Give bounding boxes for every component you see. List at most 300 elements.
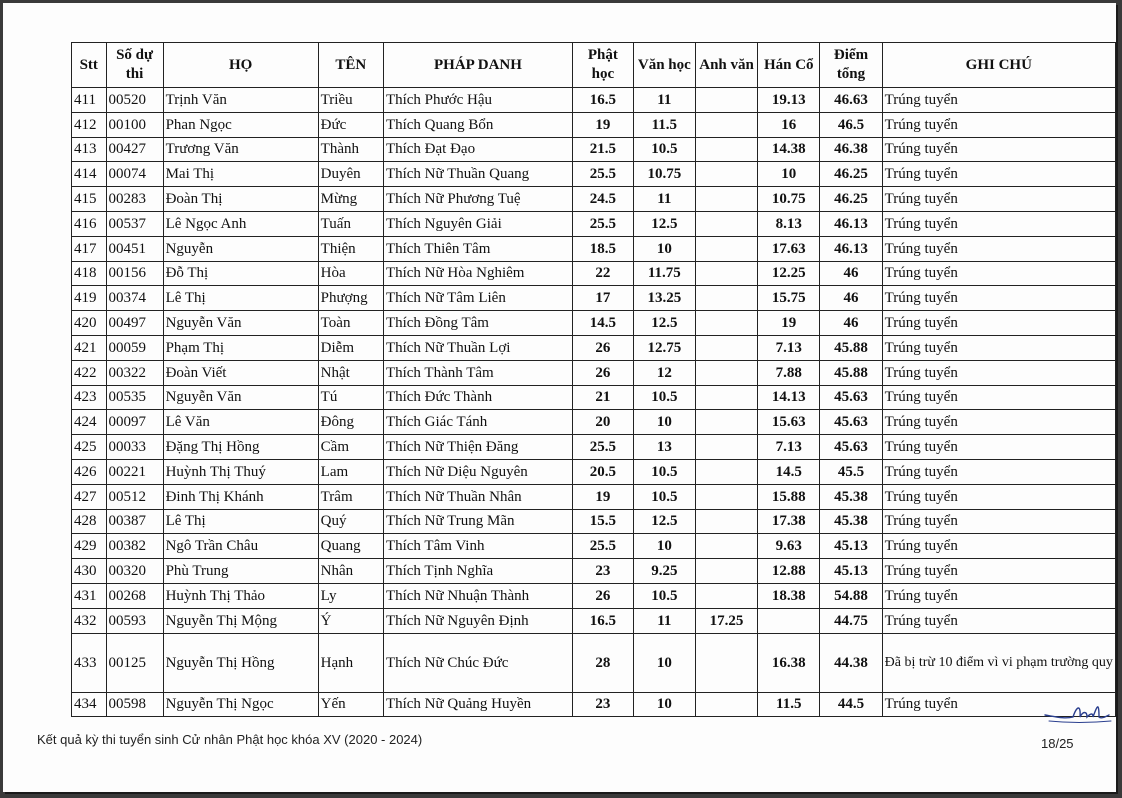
- results-table: [71, 42, 1116, 717]
- cell-stt: 419: [72, 286, 107, 311]
- cell-ten: Tuấn: [318, 211, 383, 236]
- cell-ghi: Trúng tuyển: [882, 162, 1115, 187]
- cell-stt: 417: [72, 236, 107, 261]
- cell-ho: Lê Thị: [163, 286, 318, 311]
- cell-ho: Lê Ngọc Anh: [163, 211, 318, 236]
- table-row: [72, 211, 1116, 236]
- header-ghi-chu: GHI CHÚ: [882, 43, 1115, 88]
- cell-han: 18.38: [758, 583, 820, 608]
- cell-phap: Thích Thiên Tâm: [383, 236, 572, 261]
- cell-han: 15.63: [758, 410, 820, 435]
- table-row: [72, 286, 1116, 311]
- cell-stt: 427: [72, 484, 107, 509]
- cell-van: 9.25: [633, 559, 695, 584]
- cell-ho: Trương Văn: [163, 137, 318, 162]
- cell-phat: 25.5: [573, 534, 634, 559]
- cell-phap: Thích Quang Bổn: [383, 112, 572, 137]
- cell-van: 11: [633, 608, 695, 633]
- cell-anh: [695, 261, 757, 286]
- cell-phat: 24.5: [573, 187, 634, 212]
- cell-tong: 44.75: [820, 608, 882, 633]
- header-diem-tong: Điểm tổng: [820, 43, 882, 88]
- cell-han: 19: [758, 311, 820, 336]
- cell-anh: [695, 583, 757, 608]
- cell-ho: Nguyễn Thị Hồng: [163, 633, 318, 692]
- table-row: [72, 137, 1116, 162]
- cell-phap: Thích Tâm Vinh: [383, 534, 572, 559]
- cell-phat: 16.5: [573, 608, 634, 633]
- cell-phap: Thích Nữ Nguyên Định: [383, 608, 572, 633]
- cell-ten: Đức: [318, 112, 383, 137]
- cell-ho: Lê Văn: [163, 410, 318, 435]
- cell-ghi: Trúng tuyển: [882, 459, 1115, 484]
- cell-so: 00097: [106, 410, 163, 435]
- cell-stt: 414: [72, 162, 107, 187]
- cell-stt: 413: [72, 137, 107, 162]
- cell-stt: 423: [72, 385, 107, 410]
- cell-ghi: Trúng tuyển: [882, 509, 1115, 534]
- header-phat-hoc: Phật học: [573, 43, 634, 88]
- cell-ho: Phạm Thị: [163, 335, 318, 360]
- cell-phat: 19: [573, 484, 634, 509]
- cell-han: 7.13: [758, 435, 820, 460]
- cell-so: 00374: [106, 286, 163, 311]
- cell-ghi: Trúng tuyển: [882, 484, 1115, 509]
- cell-stt: 431: [72, 583, 107, 608]
- cell-so: 00520: [106, 88, 163, 113]
- table-row: [72, 559, 1116, 584]
- cell-han: 14.13: [758, 385, 820, 410]
- cell-anh: [695, 311, 757, 336]
- cell-han: 16: [758, 112, 820, 137]
- cell-van: 10: [633, 692, 695, 717]
- cell-so: 00221: [106, 459, 163, 484]
- cell-ten: Mừng: [318, 187, 383, 212]
- cell-anh: [695, 187, 757, 212]
- cell-tong: 46.63: [820, 88, 882, 113]
- cell-phap: Thích Nữ Quảng Huyền: [383, 692, 572, 717]
- cell-stt: 430: [72, 559, 107, 584]
- cell-ho: Huỳnh Thị Thảo: [163, 583, 318, 608]
- cell-ho: Nguyễn Văn: [163, 311, 318, 336]
- cell-ten: Nhật: [318, 360, 383, 385]
- table-row: [72, 335, 1116, 360]
- cell-tong: 44.38: [820, 633, 882, 692]
- cell-anh: [695, 509, 757, 534]
- table-row: [72, 88, 1116, 113]
- cell-van: 12: [633, 360, 695, 385]
- cell-ghi: Trúng tuyển: [882, 360, 1115, 385]
- cell-phat: 25.5: [573, 162, 634, 187]
- cell-anh: [695, 410, 757, 435]
- table-row: [72, 360, 1116, 385]
- cell-han: 7.13: [758, 335, 820, 360]
- cell-van: 11.5: [633, 112, 695, 137]
- table-row: [72, 692, 1116, 717]
- cell-phap: Thích Phước Hậu: [383, 88, 572, 113]
- cell-tong: 46.25: [820, 162, 882, 187]
- cell-phat: 20.5: [573, 459, 634, 484]
- cell-tong: 46.5: [820, 112, 882, 137]
- signature-icon: [1043, 695, 1113, 731]
- cell-van: 13.25: [633, 286, 695, 311]
- cell-phat: 20: [573, 410, 634, 435]
- cell-so: 00074: [106, 162, 163, 187]
- cell-stt: 421: [72, 335, 107, 360]
- cell-ten: Triều: [318, 88, 383, 113]
- cell-anh: [695, 162, 757, 187]
- header-ten: TÊN: [318, 43, 383, 88]
- cell-phat: 23: [573, 559, 634, 584]
- cell-so: 00100: [106, 112, 163, 137]
- cell-ten: Tú: [318, 385, 383, 410]
- cell-van: 10: [633, 410, 695, 435]
- table-row: [72, 311, 1116, 336]
- table-row: [72, 608, 1116, 633]
- cell-han: 8.13: [758, 211, 820, 236]
- cell-so: 00387: [106, 509, 163, 534]
- document-page: [3, 3, 1116, 792]
- cell-phap: Thích Nữ Nhuận Thành: [383, 583, 572, 608]
- cell-anh: [695, 286, 757, 311]
- cell-van: 11: [633, 187, 695, 212]
- cell-van: 10.5: [633, 484, 695, 509]
- cell-phap: Thích Nữ Thuần Lợi: [383, 335, 572, 360]
- cell-ghi: Trúng tuyển: [882, 311, 1115, 336]
- cell-ho: Phan Ngọc: [163, 112, 318, 137]
- cell-ghi: Trúng tuyển: [882, 435, 1115, 460]
- cell-so: 00382: [106, 534, 163, 559]
- table-row: [72, 435, 1116, 460]
- cell-anh: [695, 88, 757, 113]
- cell-tong: 45.88: [820, 360, 882, 385]
- cell-han: 15.88: [758, 484, 820, 509]
- cell-anh: [695, 335, 757, 360]
- cell-ten: Quý: [318, 509, 383, 534]
- cell-so: 00512: [106, 484, 163, 509]
- cell-tong: 45.5: [820, 459, 882, 484]
- cell-tong: 46.38: [820, 137, 882, 162]
- cell-tong: 54.88: [820, 583, 882, 608]
- cell-stt: 415: [72, 187, 107, 212]
- cell-phap: Thích Nữ Thuần Quang: [383, 162, 572, 187]
- cell-anh: 17.25: [695, 608, 757, 633]
- cell-ghi: Trúng tuyển: [882, 112, 1115, 137]
- cell-han: 10.75: [758, 187, 820, 212]
- cell-anh: [695, 137, 757, 162]
- cell-ten: Toàn: [318, 311, 383, 336]
- cell-ho: Mai Thị: [163, 162, 318, 187]
- page-number: 18/25: [1041, 736, 1074, 751]
- cell-phat: 26: [573, 583, 634, 608]
- cell-ghi: Trúng tuyển: [882, 137, 1115, 162]
- cell-ten: Ly: [318, 583, 383, 608]
- cell-so: 00322: [106, 360, 163, 385]
- cell-van: 10.75: [633, 162, 695, 187]
- cell-han: 14.5: [758, 459, 820, 484]
- table-row: [72, 509, 1116, 534]
- cell-van: 13: [633, 435, 695, 460]
- cell-tong: 45.63: [820, 435, 882, 460]
- header-ho: HỌ: [163, 43, 318, 88]
- table-row: [72, 583, 1116, 608]
- table-row: [72, 236, 1116, 261]
- header-phap-danh: PHÁP DANH: [383, 43, 572, 88]
- cell-van: 10: [633, 236, 695, 261]
- cell-stt: 429: [72, 534, 107, 559]
- cell-ho: Đặng Thị Hồng: [163, 435, 318, 460]
- cell-anh: [695, 385, 757, 410]
- cell-han: 12.88: [758, 559, 820, 584]
- cell-stt: 424: [72, 410, 107, 435]
- cell-phap: Thích Đồng Tâm: [383, 311, 572, 336]
- cell-phap: Thích Nữ Hòa Nghiêm: [383, 261, 572, 286]
- cell-ho: Phù Trung: [163, 559, 318, 584]
- cell-phat: 26: [573, 360, 634, 385]
- cell-van: 10.5: [633, 583, 695, 608]
- cell-van: 10: [633, 534, 695, 559]
- cell-phap: Thích Nữ Trung Mãn: [383, 509, 572, 534]
- cell-ho: Nguyễn: [163, 236, 318, 261]
- cell-stt: 428: [72, 509, 107, 534]
- cell-tong: 45.63: [820, 385, 882, 410]
- cell-ho: Lê Thị: [163, 509, 318, 534]
- cell-ghi: Trúng tuyển: [882, 286, 1115, 311]
- cell-han: 19.13: [758, 88, 820, 113]
- cell-anh: [695, 236, 757, 261]
- cell-so: 00320: [106, 559, 163, 584]
- cell-ten: Phượng: [318, 286, 383, 311]
- cell-ghi: Trúng tuyển: [882, 211, 1115, 236]
- table-row: [72, 162, 1116, 187]
- header-van-hoc: Văn học: [633, 43, 695, 88]
- cell-stt: 411: [72, 88, 107, 113]
- cell-tong: 46: [820, 311, 882, 336]
- cell-han: 15.75: [758, 286, 820, 311]
- cell-ho: Huỳnh Thị Thuý: [163, 459, 318, 484]
- cell-han: 16.38: [758, 633, 820, 692]
- cell-anh: [695, 559, 757, 584]
- cell-so: 00598: [106, 692, 163, 717]
- cell-ten: Đông: [318, 410, 383, 435]
- cell-van: 11.75: [633, 261, 695, 286]
- cell-so: 00033: [106, 435, 163, 460]
- cell-ten: Nhân: [318, 559, 383, 584]
- cell-stt: 418: [72, 261, 107, 286]
- cell-stt: 416: [72, 211, 107, 236]
- header-han-co: Hán Cổ: [758, 43, 820, 88]
- cell-phat: 19: [573, 112, 634, 137]
- cell-ten: Hạnh: [318, 633, 383, 692]
- table-row: [72, 112, 1116, 137]
- cell-stt: 434: [72, 692, 107, 717]
- cell-ho: Ngô Trần Châu: [163, 534, 318, 559]
- cell-phat: 23: [573, 692, 634, 717]
- cell-tong: 45.38: [820, 509, 882, 534]
- cell-ten: Ý: [318, 608, 383, 633]
- cell-van: 10.5: [633, 137, 695, 162]
- cell-han: 10: [758, 162, 820, 187]
- cell-so: 00427: [106, 137, 163, 162]
- cell-anh: [695, 484, 757, 509]
- table-row: [72, 410, 1116, 435]
- cell-tong: 46.13: [820, 236, 882, 261]
- cell-ghi: Trúng tuyển: [882, 88, 1115, 113]
- cell-ho: Đoàn Viết: [163, 360, 318, 385]
- cell-ghi: Trúng tuyển: [882, 692, 1115, 717]
- cell-phat: 18.5: [573, 236, 634, 261]
- cell-phat: 16.5: [573, 88, 634, 113]
- cell-tong: 45.38: [820, 484, 882, 509]
- cell-so: 00059: [106, 335, 163, 360]
- cell-anh: [695, 633, 757, 692]
- cell-phat: 25.5: [573, 435, 634, 460]
- cell-so: 00268: [106, 583, 163, 608]
- footer-caption: Kết quả kỳ thi tuyển sinh Cử nhân Phật học khóa XV (2020 - 2024): [37, 732, 423, 747]
- cell-phap: Thích Nữ Diệu Nguyên: [383, 459, 572, 484]
- cell-han: [758, 608, 820, 633]
- cell-phat: 26: [573, 335, 634, 360]
- cell-phap: Thích Thành Tâm: [383, 360, 572, 385]
- cell-ten: Thiện: [318, 236, 383, 261]
- cell-stt: 432: [72, 608, 107, 633]
- cell-ho: Đỗ Thị: [163, 261, 318, 286]
- cell-van: 10: [633, 633, 695, 692]
- cell-ghi: Trúng tuyển: [882, 187, 1115, 212]
- cell-han: 7.88: [758, 360, 820, 385]
- cell-ghi: Trúng tuyển: [882, 534, 1115, 559]
- cell-anh: [695, 211, 757, 236]
- cell-van: 11: [633, 88, 695, 113]
- cell-phat: 14.5: [573, 311, 634, 336]
- cell-han: 11.5: [758, 692, 820, 717]
- table-row: [72, 534, 1116, 559]
- cell-ho: Đinh Thị Khánh: [163, 484, 318, 509]
- cell-ho: Nguyễn Thị Mộng: [163, 608, 318, 633]
- cell-ten: Thành: [318, 137, 383, 162]
- cell-so: 00497: [106, 311, 163, 336]
- cell-ten: Cầm: [318, 435, 383, 460]
- cell-phap: Thích Nữ Phương Tuệ: [383, 187, 572, 212]
- table-row: [72, 484, 1116, 509]
- cell-ten: Diễm: [318, 335, 383, 360]
- table-row: [72, 459, 1116, 484]
- table-row: [72, 633, 1116, 692]
- cell-ten: Duyên: [318, 162, 383, 187]
- cell-ghi: Trúng tuyển: [882, 335, 1115, 360]
- cell-stt: 412: [72, 112, 107, 137]
- cell-phap: Thích Giác Tánh: [383, 410, 572, 435]
- cell-tong: 44.5: [820, 692, 882, 717]
- cell-ghi: Trúng tuyển: [882, 410, 1115, 435]
- cell-ghi: Trúng tuyển: [882, 236, 1115, 261]
- table-row: [72, 385, 1116, 410]
- header-so-du-thi: Số dự thi: [106, 43, 163, 88]
- cell-so: 00125: [106, 633, 163, 692]
- cell-phap: Thích Nguyên Giải: [383, 211, 572, 236]
- cell-ho: Nguyễn Thị Ngọc: [163, 692, 318, 717]
- cell-ghi: Trúng tuyển: [882, 608, 1115, 633]
- cell-phap: Thích Nữ Thiện Đăng: [383, 435, 572, 460]
- cell-phap: Thích Đạt Đạo: [383, 137, 572, 162]
- cell-ghi: Trúng tuyển: [882, 583, 1115, 608]
- cell-phat: 17: [573, 286, 634, 311]
- cell-tong: 45.63: [820, 410, 882, 435]
- cell-phat: 21.5: [573, 137, 634, 162]
- cell-stt: 422: [72, 360, 107, 385]
- cell-ten: Lam: [318, 459, 383, 484]
- cell-van: 12.5: [633, 311, 695, 336]
- cell-anh: [695, 360, 757, 385]
- cell-ghi: Trúng tuyển: [882, 261, 1115, 286]
- cell-han: 12.25: [758, 261, 820, 286]
- header-stt: Stt: [72, 43, 107, 88]
- cell-tong: 45.13: [820, 559, 882, 584]
- cell-so: 00537: [106, 211, 163, 236]
- cell-so: 00535: [106, 385, 163, 410]
- cell-tong: 46: [820, 286, 882, 311]
- cell-anh: [695, 459, 757, 484]
- cell-anh: [695, 112, 757, 137]
- cell-so: 00156: [106, 261, 163, 286]
- cell-phat: 21: [573, 385, 634, 410]
- cell-han: 17.38: [758, 509, 820, 534]
- cell-anh: [695, 435, 757, 460]
- cell-ten: Trâm: [318, 484, 383, 509]
- cell-phat: 25.5: [573, 211, 634, 236]
- cell-stt: 426: [72, 459, 107, 484]
- cell-so: 00451: [106, 236, 163, 261]
- cell-ho: Nguyễn Văn: [163, 385, 318, 410]
- cell-van: 12.75: [633, 335, 695, 360]
- cell-tong: 46.13: [820, 211, 882, 236]
- cell-phap: Thích Nữ Tâm Liên: [383, 286, 572, 311]
- header-anh-van: Anh văn: [695, 43, 757, 88]
- cell-ten: Yến: [318, 692, 383, 717]
- cell-so: 00593: [106, 608, 163, 633]
- cell-ho: Đoàn Thị: [163, 187, 318, 212]
- cell-so: 00283: [106, 187, 163, 212]
- table-row: [72, 261, 1116, 286]
- cell-phap: Thích Nữ Thuần Nhân: [383, 484, 572, 509]
- cell-tong: 46: [820, 261, 882, 286]
- cell-phat: 22: [573, 261, 634, 286]
- cell-van: 12.5: [633, 211, 695, 236]
- cell-van: 10.5: [633, 385, 695, 410]
- cell-ghi: Trúng tuyển: [882, 385, 1115, 410]
- cell-phat: 15.5: [573, 509, 634, 534]
- cell-han: 9.63: [758, 534, 820, 559]
- table-row: [72, 187, 1116, 212]
- cell-tong: 46.25: [820, 187, 882, 212]
- cell-van: 12.5: [633, 509, 695, 534]
- cell-stt: 433: [72, 633, 107, 692]
- cell-stt: 425: [72, 435, 107, 460]
- cell-tong: 45.88: [820, 335, 882, 360]
- cell-van: 10.5: [633, 459, 695, 484]
- cell-anh: [695, 692, 757, 717]
- cell-han: 17.63: [758, 236, 820, 261]
- cell-ten: Quang: [318, 534, 383, 559]
- cell-anh: [695, 534, 757, 559]
- cell-ghi: Đã bị trừ 10 điểm vì vi phạm trường quy: [882, 633, 1115, 692]
- cell-phat: 28: [573, 633, 634, 692]
- cell-ho: Trịnh Văn: [163, 88, 318, 113]
- cell-phap: Thích Đức Thành: [383, 385, 572, 410]
- cell-han: 14.38: [758, 137, 820, 162]
- header-row: [72, 43, 1116, 88]
- cell-ghi: Trúng tuyển: [882, 559, 1115, 584]
